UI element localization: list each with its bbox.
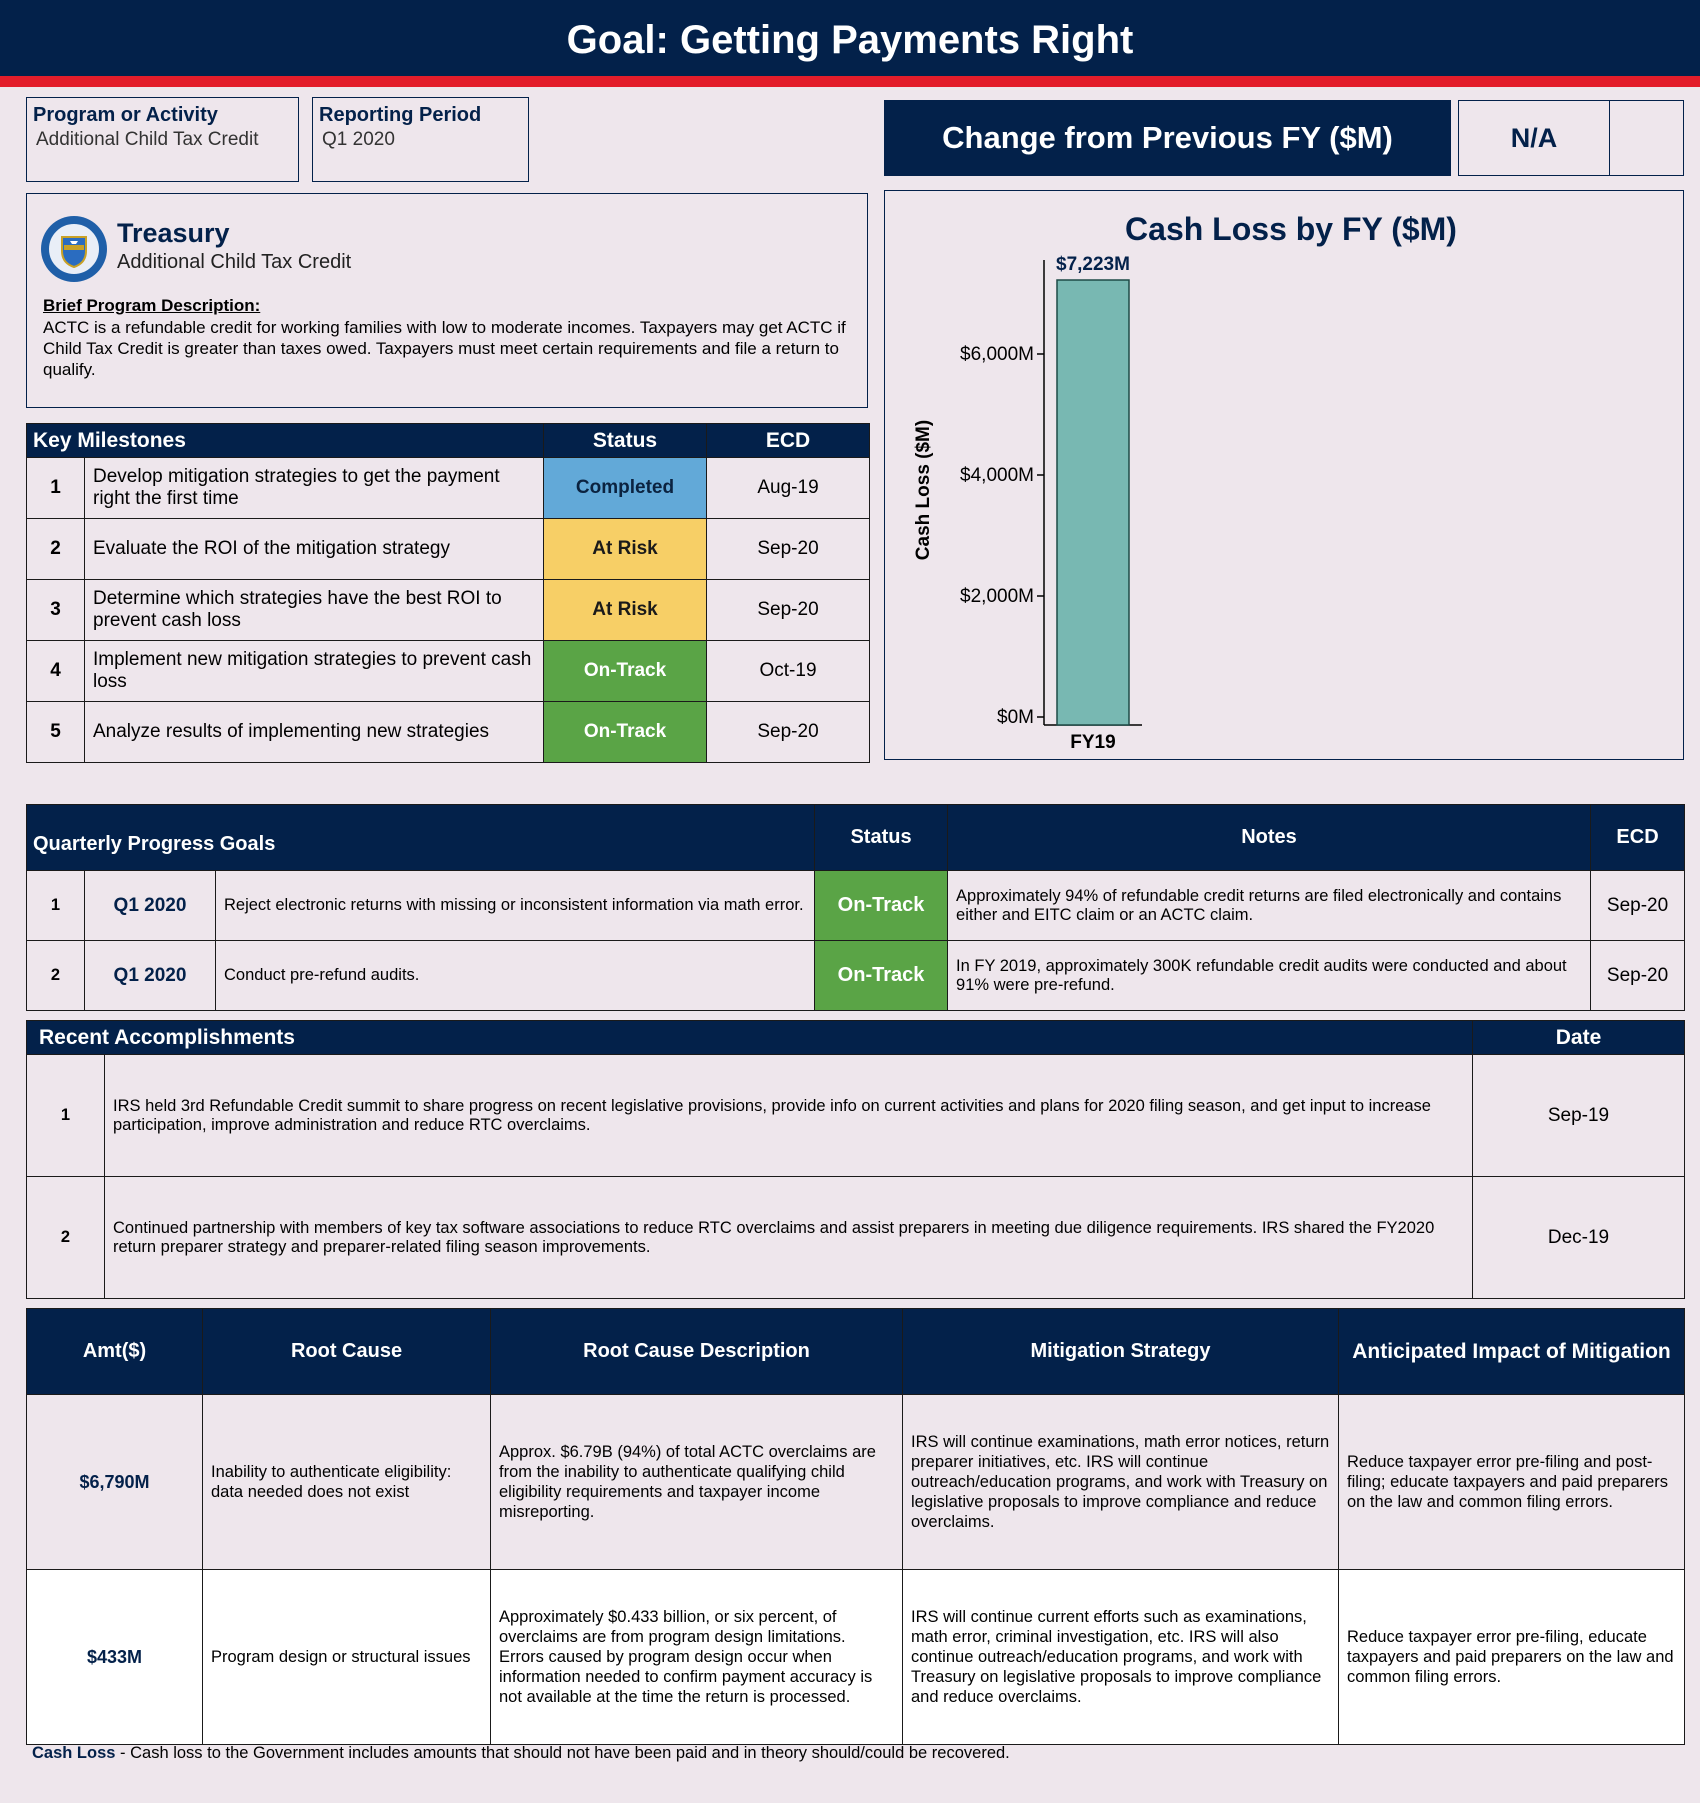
table-row [27,1395,1685,1570]
accomplishment-number: 1 [27,1055,105,1177]
table-row [27,941,1685,1011]
quarterly-header-row [27,805,1685,871]
mitigation-strategy: IRS will continue examinations, math error notices, return preparer initiatives, etc. IRS will continue outreach/education programs, and work with Treasury on legislative proposals to improve compliance and reduce overclaims. [903,1395,1339,1570]
milestone-text: Develop mitigation strategies to get the payment right the first time [85,458,544,519]
treasury-seal-icon [40,215,108,283]
chart-bar [1057,280,1129,725]
table-row [27,641,870,702]
root-cause-header: Root Cause [203,1309,491,1395]
anticipated-impact: Reduce taxpayer error pre-filing, educate taxpayers and paid preparers on the law and common filing errors. [1339,1570,1685,1745]
accomplishment-date: Dec-19 [1473,1177,1685,1299]
milestones-status-header: Status [544,424,707,458]
goal-ecd: Sep-20 [1591,941,1685,1011]
footnote-label: Cash Loss [32,1744,116,1762]
status-badge: Completed [544,458,707,519]
milestone-number: 3 [27,580,85,641]
root-cause-description: Approx. $6.79B (94%) of total ACTC overclaims are from the inability to authenticate qualifying child eligibility requirements and taxpayer income misreporting. [491,1395,903,1570]
milestone-number: 2 [27,519,85,580]
milestone-number: 4 [27,641,85,702]
goal-notes: Approximately 94% of refundable credit returns are filed electronically and contains either and EITC claim or an ACTC claim. [948,871,1591,941]
quarterly-title: Quarterly Progress Goals [27,805,815,871]
change-value: N/A [1458,100,1610,176]
table-row [27,871,1685,941]
change-title: Change from Previous FY ($M) [884,100,1451,176]
accomplishment-date: Sep-19 [1473,1055,1685,1177]
mitigation-strategy: IRS will continue current efforts such as examinations, math error, criminal investigation, etc. IRS will also continue outreach/education programs, and work with Treasury on legislative proposals to improve compliance and reduce overclaims. [903,1570,1339,1745]
mitigation-strategy-header: Mitigation Strategy [903,1309,1339,1395]
table-row [27,1570,1685,1745]
key-milestones-table [26,423,870,763]
header-red-stripe [0,76,1700,87]
page-title: Goal: Getting Payments Right [0,0,1700,76]
brief-description-text: ACTC is a refundable credit for working families with low to moderate incomes. Taxpayers may get ACTC if Child Tax Credit is greater than taxes owed. Taxpayers must meet certain requirements and file a return to qualify. [43,318,846,379]
quarterly-notes-header: Notes [948,805,1591,871]
table-row [27,458,870,519]
milestone-number: 1 [27,458,85,519]
brief-description-heading: Brief Program Description: [43,296,261,315]
recent-accomplishments-table [26,1020,1685,1299]
table-row [27,1055,1685,1177]
chart-y-tick-label: $4,000M [960,464,1034,486]
milestone-text: Determine which strategies have the best ROI to prevent cash loss [85,580,544,641]
accomplishment-number: 2 [27,1177,105,1299]
root-cause-amount: $433M [27,1570,203,1745]
root-cause-header-row [27,1309,1685,1395]
milestones-title: Key Milestones [27,424,544,458]
goal-text: Conduct pre-refund audits. [216,941,815,1011]
status-badge: At Risk [544,580,707,641]
quarterly-progress-table [26,804,1685,1011]
status-badge: On-Track [544,641,707,702]
chart-y-tick-label: $0M [997,707,1034,728]
quarterly-ecd-header: ECD [1591,805,1685,871]
status-badge: On-Track [815,871,948,941]
chart-title: Cash Loss by FY ($M) [1125,211,1457,247]
table-row [27,702,870,763]
milestone-ecd: Sep-20 [707,519,870,580]
accomplishment-text: Continued partnership with members of key tax software associations to reduce RTC overclaims and assist preparers in meeting due diligence requirements. IRS shared the FY2020 return preparer strategy and preparer-related filing season improvements. [105,1177,1473,1299]
amt-header: Amt($) [27,1309,203,1395]
accomplishments-header-row [27,1021,1685,1055]
milestones-header-row [27,424,870,458]
goal-number: 2 [27,941,85,1011]
accomplishment-text: IRS held 3rd Refundable Credit summit to share progress on recent legislative provisions, provide info on current activities and plans for 2020 filing season, and get input to increase participation, improve administration and reduce RTC overclaims. [105,1055,1473,1177]
accomplishments-date-header: Date [1473,1021,1685,1055]
program-box [26,97,299,182]
goal-quarter: Q1 2020 [85,941,216,1011]
status-badge: At Risk [544,519,707,580]
footnote-text: - Cash loss to the Government includes amounts that should not have been paid and in theory should/could be recovered. [115,1744,1010,1762]
status-badge: On-Track [544,702,707,763]
reporting-period-label: Reporting Period [319,104,482,126]
accomplishments-title: Recent Accomplishments [27,1021,1473,1055]
milestone-ecd: Aug-19 [707,458,870,519]
status-badge: On-Track [815,941,948,1011]
agency-name: Treasury [117,218,230,248]
footnote [32,1744,1010,1763]
cash-loss-chart [884,190,1684,760]
goal-quarter: Q1 2020 [85,871,216,941]
program-label: Program or Activity [33,104,218,126]
anticipated-impact-header: Anticipated Impact of Mitigation [1339,1309,1685,1395]
anticipated-impact: Reduce taxpayer error pre-filing and post-filing; educate taxpayers and paid preparers on the law and common filing errors. [1339,1395,1685,1570]
root-cause-text: Program design or structural issues [203,1570,491,1745]
table-row [27,580,870,641]
root-cause-description-header: Root Cause Description [491,1309,903,1395]
goal-number: 1 [27,871,85,941]
milestone-text: Evaluate the ROI of the mitigation strategy [85,519,544,580]
milestone-ecd: Sep-20 [707,702,870,763]
chart-y-tick-label: $6,000M [960,343,1034,365]
table-row [27,1177,1685,1299]
chart-y-axis-label: Cash Loss ($M) [913,419,934,561]
root-cause-text: Inability to authenticate eligibility: data needed does not exist [203,1395,491,1570]
root-cause-description: Approximately $0.433 billion, or six percent, of overclaims are from program design limitations. Errors caused by program design occur when information needed to confirm payment accuracy is not available at the time the return is processed. [491,1570,903,1745]
reporting-period-box [312,97,529,182]
milestone-number: 5 [27,702,85,763]
chart-y-tick-label: $2,000M [960,585,1034,607]
goal-ecd: Sep-20 [1591,871,1685,941]
root-cause-amount: $6,790M [27,1395,203,1570]
change-empty-cell [1609,100,1684,176]
agency-program: Additional Child Tax Credit [117,251,352,273]
reporting-period-value: Q1 2020 [322,129,395,150]
milestone-text: Analyze results of implementing new strategies [85,702,544,763]
milestone-text: Implement new mitigation strategies to prevent cash loss [85,641,544,702]
milestone-ecd: Oct-19 [707,641,870,702]
table-row [27,519,870,580]
quarterly-status-header: Status [815,805,948,871]
milestones-ecd-header: ECD [707,424,870,458]
goal-notes: In FY 2019, approximately 300K refundable credit audits were conducted and about 91% were pre-refund. [948,941,1591,1011]
program-value: Additional Child Tax Credit [36,129,259,150]
chart-data-label: $7,223M [1056,254,1130,275]
milestone-ecd: Sep-20 [707,580,870,641]
root-cause-table [26,1308,1685,1745]
chart-x-tick-label: FY19 [1070,732,1116,753]
goal-text: Reject electronic returns with missing or inconsistent information via math error. [216,871,815,941]
